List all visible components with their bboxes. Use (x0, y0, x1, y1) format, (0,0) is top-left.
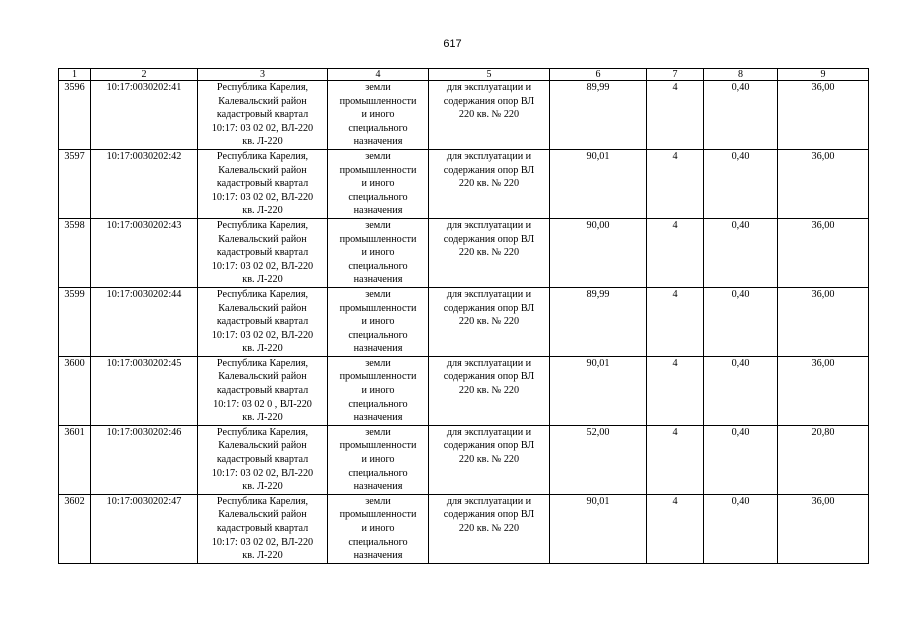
table-row (59, 287, 869, 356)
address-cell-line: Калевальский район (218, 233, 307, 245)
land-category-cell-line: земли (365, 219, 391, 231)
address-cell (198, 218, 328, 287)
column-8-cell: 0,40 (704, 425, 778, 494)
land-category-cell-line: специального (348, 536, 408, 548)
row-number-cell: 3597 (59, 149, 91, 218)
permitted-use-cell-line: 220 кв. № 220 (458, 109, 520, 121)
permitted-use-cell-line: для эксплуатации и (446, 357, 532, 369)
land-category-cell-line: специального (348, 260, 408, 272)
address-cell-line: кв. Л-220 (242, 412, 283, 424)
permitted-use-cell-line: содержания опор ВЛ (443, 371, 535, 383)
column-8-cell: 0,40 (704, 287, 778, 356)
land-category-cell-line: специального (348, 122, 408, 134)
address-cell-line: Республика Карелия, (216, 150, 309, 162)
permitted-use-cell-line: 220 кв. № 220 (458, 316, 520, 328)
land-category-cell (328, 149, 429, 218)
cadastral-number-cell: 10:17:0030202:42 (91, 149, 198, 218)
address-cell (198, 425, 328, 494)
land-category-cell-line: земли (365, 288, 391, 300)
table-row (59, 149, 869, 218)
land-category-cell-line: промышленности (339, 164, 417, 176)
permitted-use-cell (429, 494, 550, 563)
column-9-cell: 36,00 (778, 81, 869, 150)
cadastral-number-cell: 10:17:0030202:44 (91, 287, 198, 356)
land-category-cell-line: назначения (353, 274, 403, 286)
address-cell (198, 494, 328, 563)
land-category-cell-line: и иного (361, 454, 395, 466)
land-category-cell (328, 356, 429, 425)
cadastral-number-cell: 10:17:0030202:43 (91, 218, 198, 287)
land-category-cell-line: земли (365, 426, 391, 438)
column-9-cell: 36,00 (778, 218, 869, 287)
permitted-use-cell-line: 220 кв. № 220 (458, 178, 520, 190)
permitted-use-cell-line: 220 кв. № 220 (458, 385, 520, 397)
row-number-cell: 3601 (59, 425, 91, 494)
land-plots-table (58, 68, 869, 564)
address-cell (198, 149, 328, 218)
column-header: 3 (198, 69, 328, 81)
address-cell-line: кв. Л-220 (242, 274, 283, 286)
cadastral-number-cell: 10:17:0030202:41 (91, 81, 198, 150)
land-category-cell-line: и иного (361, 178, 395, 190)
table-body (59, 81, 869, 564)
address-cell-line: Республика Карелия, (216, 426, 309, 438)
table-row (59, 494, 869, 563)
address-cell-line: Республика Карелия, (216, 82, 309, 93)
permitted-use-cell-line: содержания опор ВЛ (443, 509, 535, 521)
column-9-cell: 36,00 (778, 356, 869, 425)
address-cell-line: Республика Карелия, (216, 495, 309, 507)
permitted-use-cell-line: для эксплуатации и (446, 426, 532, 438)
address-cell-line: кадастровый квартал (216, 385, 309, 397)
permitted-use-cell-line: для эксплуатации и (446, 288, 532, 300)
permitted-use-cell-line: 220 кв. № 220 (458, 454, 520, 466)
column-8-cell: 0,40 (704, 81, 778, 150)
address-cell-line: Республика Карелия, (216, 357, 309, 369)
area-cell: 89,99 (550, 81, 647, 150)
column-9-cell: 36,00 (778, 494, 869, 563)
row-number-cell: 3602 (59, 494, 91, 563)
permitted-use-cell (429, 218, 550, 287)
permitted-use-cell (429, 287, 550, 356)
land-category-cell-line: и иного (361, 247, 395, 259)
address-cell-line: кв. Л-220 (242, 136, 283, 148)
column-header: 9 (778, 69, 869, 81)
permitted-use-cell-line: содержания опор ВЛ (443, 164, 535, 176)
column-header: 6 (550, 69, 647, 81)
address-cell-line: кадастровый квартал (216, 454, 309, 466)
table-row (59, 218, 869, 287)
permitted-use-cell-line: 220 кв. № 220 (458, 247, 520, 259)
address-cell-line: 10:17: 03 02 02, ВЛ-220 (211, 467, 314, 479)
address-cell-line: кадастровый квартал (216, 247, 309, 259)
land-category-cell-line: промышленности (339, 95, 417, 107)
address-cell-line: кадастровый квартал (216, 523, 309, 534)
area-cell: 89,99 (550, 287, 647, 356)
address-cell-line: 10:17: 03 02 02, ВЛ-220 (211, 329, 314, 341)
land-category-cell-line: назначения (353, 343, 403, 355)
area-cell: 90,01 (550, 356, 647, 425)
table-row (59, 356, 869, 425)
table-row (59, 425, 869, 494)
permitted-use-cell (429, 149, 550, 218)
address-cell-line: Республика Карелия, (216, 219, 309, 231)
land-category-cell-line: назначения (353, 205, 403, 217)
land-category-cell (328, 218, 429, 287)
land-category-cell-line: земли (365, 150, 391, 162)
address-cell-line: Калевальский район (218, 95, 307, 107)
land-category-cell-line: специального (348, 191, 408, 203)
address-cell-line: 10:17: 03 02 02, ВЛ-220 (211, 536, 314, 548)
land-category-cell-line: специального (348, 398, 408, 410)
address-cell-line: 10:17: 03 02 02, ВЛ-220 (211, 191, 314, 203)
permitted-use-cell-line: 220 кв. № 220 (458, 523, 520, 534)
permitted-use-cell-line: для эксплуатации и (446, 219, 532, 231)
land-category-cell-line: промышленности (339, 302, 417, 314)
address-cell-line: кв. Л-220 (242, 481, 283, 493)
permitted-use-cell (429, 81, 550, 150)
area-cell: 90,01 (550, 494, 647, 563)
land-category-cell-line: назначения (353, 550, 403, 562)
page-number: 617 (443, 38, 462, 50)
address-cell-line: 10:17: 03 02 02, ВЛ-220 (211, 260, 314, 272)
land-category-cell-line: назначения (353, 481, 403, 493)
address-cell (198, 356, 328, 425)
land-category-cell-line: промышленности (339, 440, 417, 452)
row-number-cell: 3599 (59, 287, 91, 356)
cadastral-number-cell: 10:17:0030202:46 (91, 425, 198, 494)
permitted-use-cell (429, 356, 550, 425)
land-category-cell-line: и иного (361, 109, 395, 121)
area-cell: 90,00 (550, 218, 647, 287)
address-cell (198, 287, 328, 356)
column-7-cell: 4 (647, 81, 704, 150)
row-number-cell: 3596 (59, 81, 91, 150)
address-cell-line: Калевальский район (218, 509, 307, 521)
column-7-cell: 4 (647, 494, 704, 563)
area-cell: 52,00 (550, 425, 647, 494)
column-7-cell: 4 (647, 218, 704, 287)
column-header: 7 (647, 69, 704, 81)
permitted-use-cell (429, 425, 550, 494)
permitted-use-cell-line: для эксплуатации и (446, 82, 532, 93)
address-cell-line: Республика Карелия, (216, 288, 309, 300)
land-category-cell (328, 425, 429, 494)
column-8-cell: 0,40 (704, 218, 778, 287)
row-number-cell: 3600 (59, 356, 91, 425)
column-7-cell: 4 (647, 287, 704, 356)
land-category-cell-line: и иного (361, 523, 395, 534)
column-8-cell: 0,40 (704, 356, 778, 425)
cadastral-number-cell: 10:17:0030202:47 (91, 494, 198, 563)
land-category-cell-line: земли (365, 357, 391, 369)
address-cell-line: Калевальский район (218, 302, 307, 314)
address-cell-line: 10:17: 03 02 02, ВЛ-220 (211, 122, 314, 134)
column-header: 8 (704, 69, 778, 81)
land-category-cell-line: и иного (361, 385, 395, 397)
permitted-use-cell-line: для эксплуатации и (446, 150, 532, 162)
area-cell: 90,01 (550, 149, 647, 218)
column-9-cell: 36,00 (778, 287, 869, 356)
permitted-use-cell-line: содержания опор ВЛ (443, 302, 535, 314)
land-category-cell (328, 81, 429, 150)
row-number-cell: 3598 (59, 218, 91, 287)
address-cell-line: кв. Л-220 (242, 550, 283, 562)
permitted-use-cell-line: для эксплуатации и (446, 495, 532, 507)
address-cell-line: Калевальский район (218, 371, 307, 383)
address-cell-line: кадастровый квартал (216, 109, 309, 121)
address-cell-line: кв. Л-220 (242, 205, 283, 217)
column-9-cell: 20,80 (778, 425, 869, 494)
column-9-cell: 36,00 (778, 149, 869, 218)
address-cell (198, 81, 328, 150)
column-header: 2 (91, 69, 198, 81)
address-cell-line: 10:17: 03 02 0 , ВЛ-220 (213, 398, 312, 410)
permitted-use-cell-line: содержания опор ВЛ (443, 233, 535, 245)
address-cell-line: кадастровый квартал (216, 178, 309, 190)
land-category-cell (328, 287, 429, 356)
column-7-cell: 4 (647, 356, 704, 425)
land-category-cell-line: назначения (353, 136, 403, 148)
address-cell-line: Калевальский район (218, 164, 307, 176)
column-header: 1 (59, 69, 91, 81)
land-category-cell-line: промышленности (339, 371, 417, 383)
land-category-cell-line: земли (365, 82, 391, 93)
address-cell-line: кадастровый квартал (216, 316, 309, 328)
column-8-cell: 0,40 (704, 149, 778, 218)
permitted-use-cell-line: содержания опор ВЛ (443, 440, 535, 452)
column-7-cell: 4 (647, 149, 704, 218)
column-header: 4 (328, 69, 429, 81)
address-cell-line: кв. Л-220 (242, 343, 283, 355)
land-category-cell-line: земли (365, 495, 391, 507)
column-7-cell: 4 (647, 425, 704, 494)
land-category-cell (328, 494, 429, 563)
land-category-cell-line: и иного (361, 316, 395, 328)
table-row (59, 81, 869, 150)
land-category-cell-line: назначения (353, 412, 403, 424)
column-header: 5 (429, 69, 550, 81)
permitted-use-cell-line: содержания опор ВЛ (443, 95, 535, 107)
cadastral-number-cell: 10:17:0030202:45 (91, 356, 198, 425)
address-cell-line: Калевальский район (218, 440, 307, 452)
column-8-cell: 0,40 (704, 494, 778, 563)
land-category-cell-line: промышленности (339, 233, 417, 245)
table-header-row (59, 69, 869, 81)
land-category-cell-line: специального (348, 467, 408, 479)
land-category-cell-line: промышленности (339, 509, 417, 521)
land-category-cell-line: специального (348, 329, 408, 341)
